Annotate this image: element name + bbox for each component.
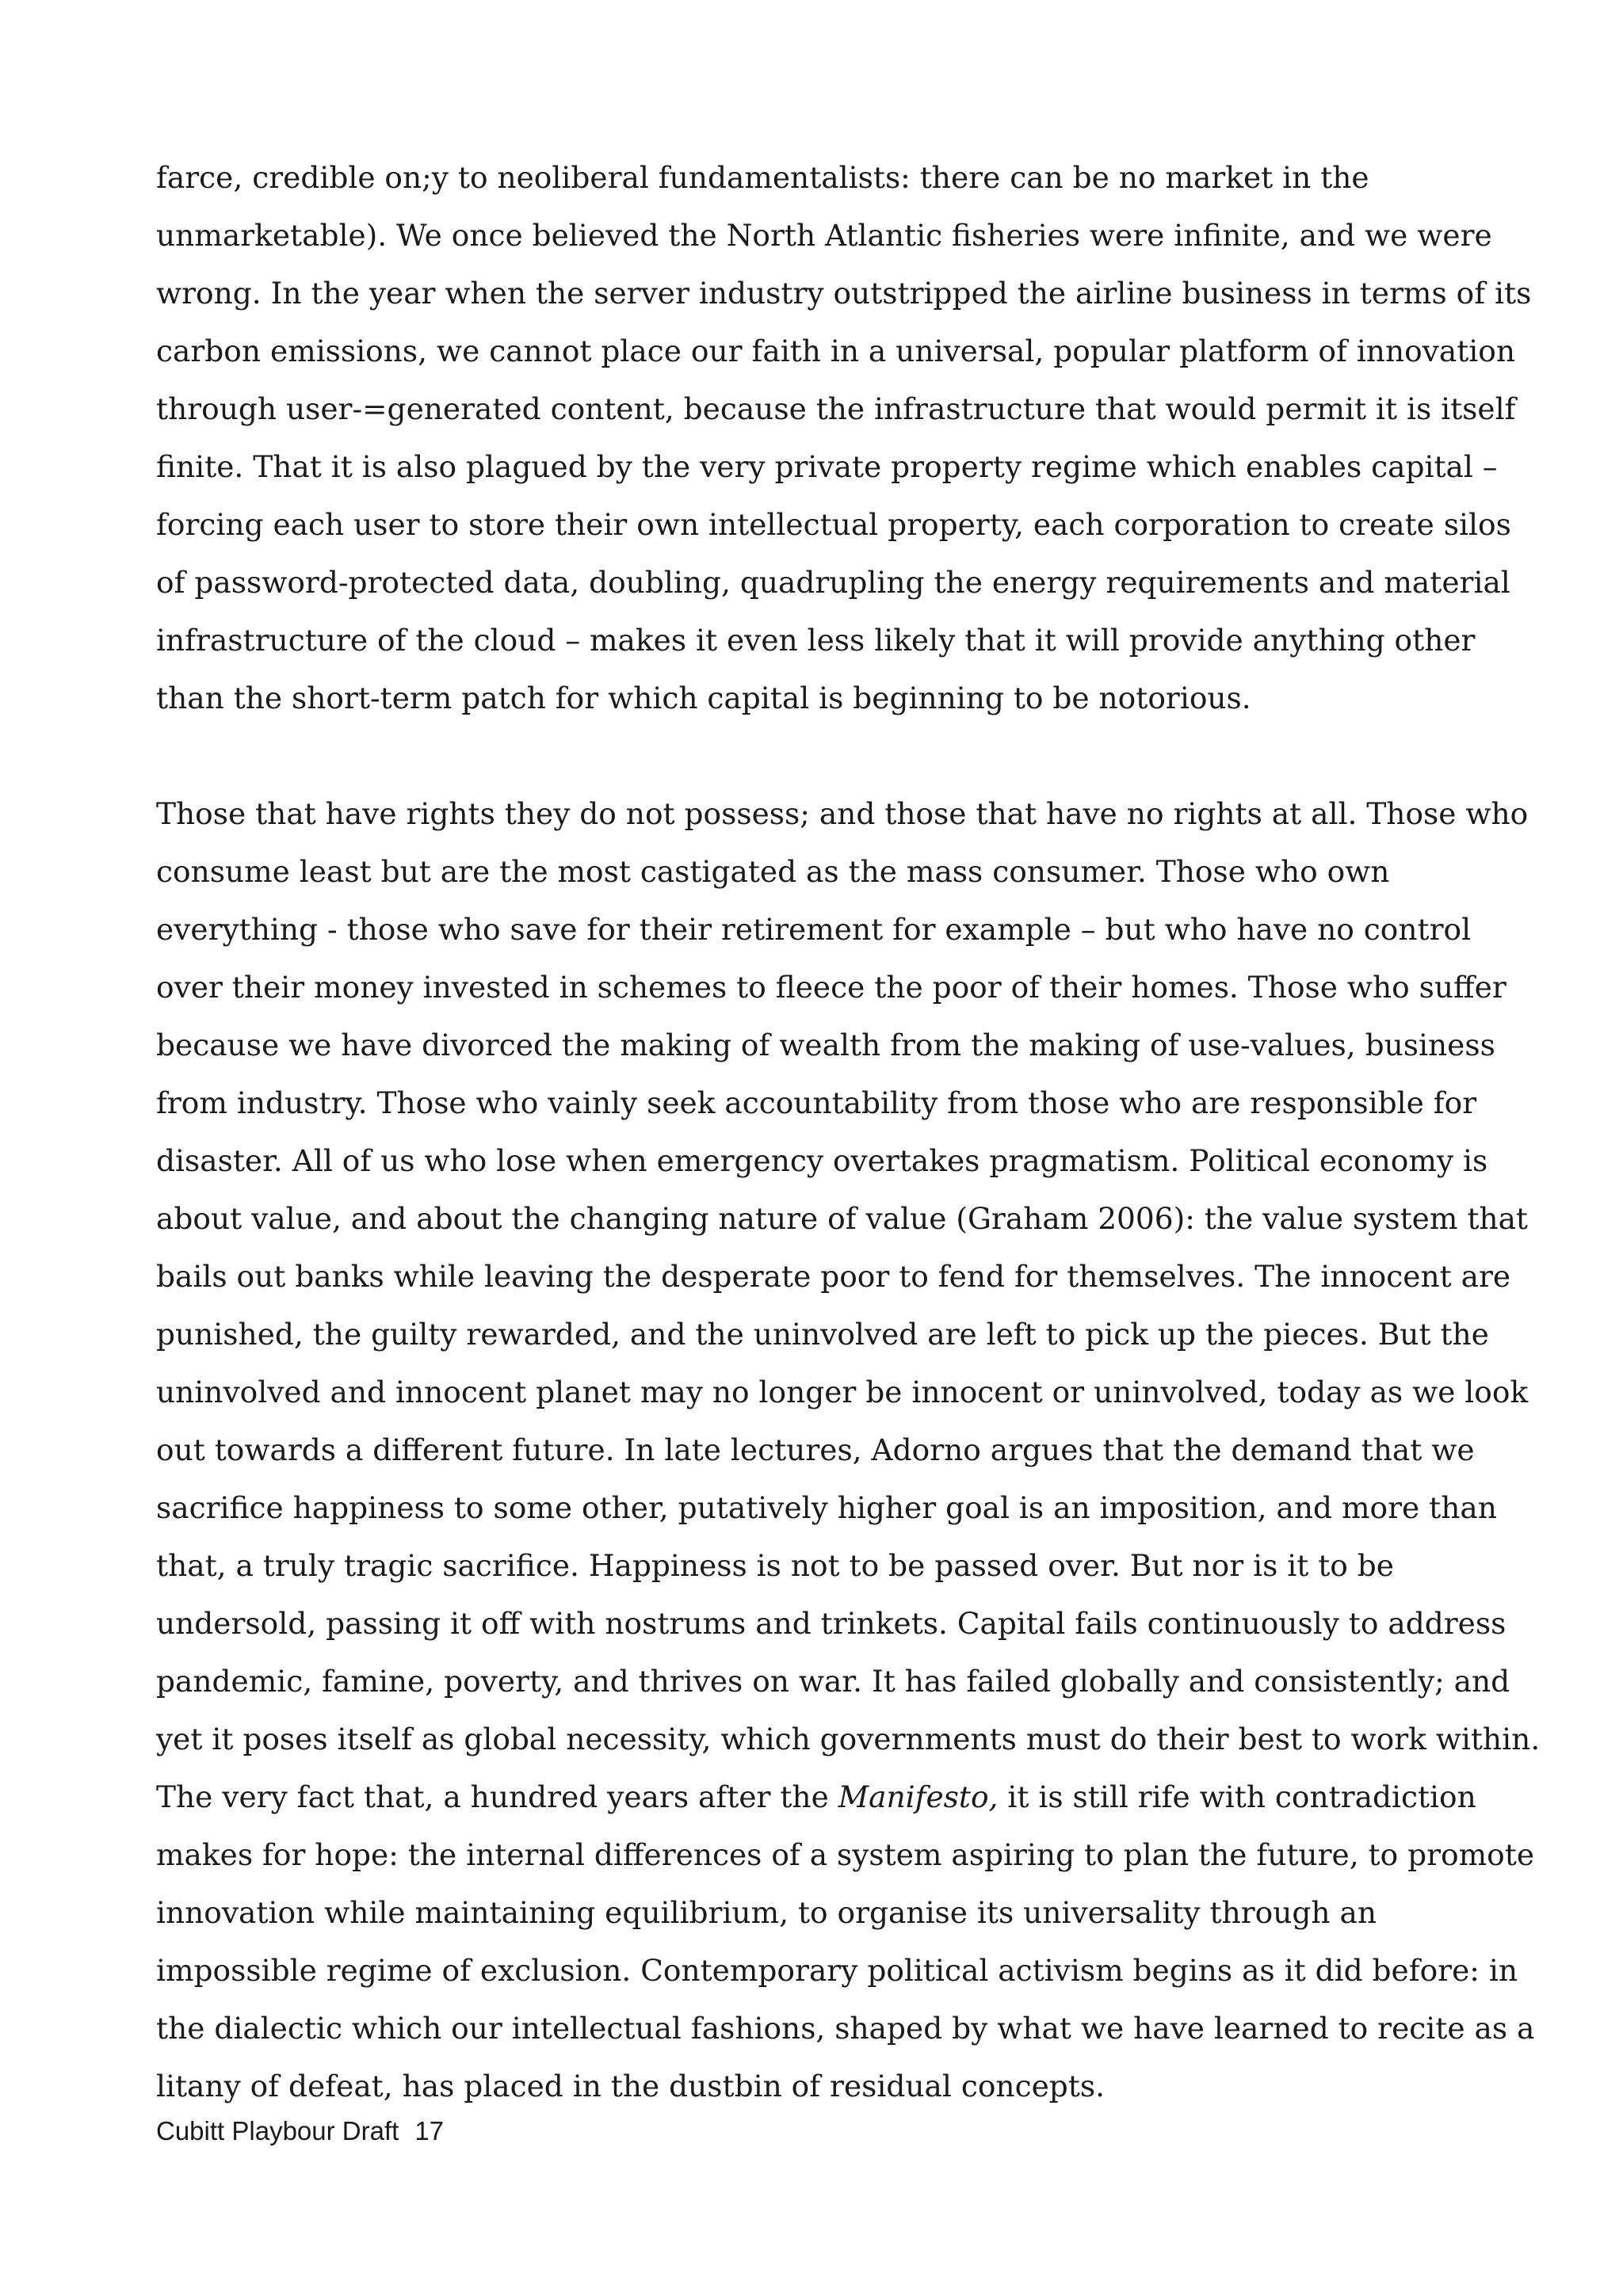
- book-title-italic: Manifesto,: [838, 1779, 999, 1814]
- text-line-with-italic: [156, 1768, 1487, 1826]
- text-line: everything - those who save for their retirement for example – but who have no control: [156, 912, 1472, 947]
- text-line: innovation while maintaining equilibrium, to organise its universality through an: [156, 1895, 1377, 1930]
- paragraph-1: [156, 149, 1532, 727]
- text-line: unmarketable). We once believed the North Atlantic fisheries were infinite, and we were: [156, 218, 1492, 253]
- paragraph-2: [156, 785, 1541, 2115]
- text-line: the dialectic which our intellectual fashions, shaped by what we have learned to recite as a: [156, 2011, 1535, 2046]
- text-line: because we have divorced the making of wealth from the making of use-values, business: [156, 1028, 1495, 1062]
- body-text: [156, 149, 1541, 2115]
- text-line: finite. That it is also plagued by the very private property regime which enables capital –: [156, 449, 1498, 484]
- text-line: farce, credible on;y to neoliberal fundamentalists: there can be no market in the: [156, 160, 1369, 195]
- text-line: carbon emissions, we cannot place our faith in a universal, popular platform of innovation: [156, 334, 1516, 368]
- text-line: impossible regime of exclusion. Contemporary political activism begins as it did before: in: [156, 1953, 1518, 1988]
- text-line: through user-=generated content, because the infrastructure that would permit it is itself: [156, 391, 1516, 426]
- text-line: punished, the guilty rewarded, and the uninvolved are left to pick up the pieces. But the: [156, 1317, 1489, 1352]
- text-line: consume least but are the most castigated as the mass consumer. Those who own: [156, 854, 1390, 889]
- text-line: wrong. In the year when the server industry outstripped the airline business in terms of its: [156, 276, 1532, 311]
- text-line: litany of defeat, has placed in the dustbin of residual concepts.: [156, 2069, 1105, 2103]
- text-line: over their money invested in schemes to fleece the poor of their homes. Those who suffer: [156, 970, 1507, 1005]
- text-segment: The very fact that, a hundred years after the: [156, 1779, 838, 1814]
- text-line: infrastructure of the cloud – makes it even less likely that it will provide anything other: [156, 623, 1476, 658]
- paragraph-spacer: [156, 727, 1487, 785]
- text-line: Those that have rights they do not possess; and those that have no rights at all. Those who: [156, 796, 1529, 831]
- footer-label: Cubitt Playbour Draft: [156, 2116, 399, 2145]
- page-number: 17: [414, 2116, 445, 2145]
- text-line: pandemic, famine, poverty, and thrives on war. It has failed globally and consistently; and: [156, 1664, 1510, 1699]
- text-line: yet it poses itself as global necessity, which governments must do their best to work within.: [156, 1722, 1541, 1756]
- text-line: than the short-term patch for which capital is beginning to be notorious.: [156, 681, 1251, 715]
- text-line: out towards a different future. In late lectures, Adorno argues that the demand that we: [156, 1432, 1475, 1467]
- text-line: about value, and about the changing nature of value (Graham 2006): the value system that: [156, 1201, 1529, 1236]
- text-line: makes for hope: the internal differences of a system aspiring to plan the future, to promote: [156, 1837, 1535, 1872]
- text-line: sacrifice happiness to some other, putatively higher goal is an imposition, and more than: [156, 1490, 1497, 1525]
- text-line: of password-protected data, doubling, quadrupling the energy requirements and material: [156, 565, 1510, 600]
- text-line: from industry. Those who vainly seek accountability from those who are responsible for: [156, 1085, 1477, 1120]
- text-line: uninvolved and innocent planet may no longer be innocent or uninvolved, today as we look: [156, 1375, 1529, 1409]
- page-footer: [156, 2115, 444, 2147]
- text-segment: it is still rife with contradiction: [998, 1779, 1476, 1814]
- text-line: that, a truly tragic sacrifice. Happiness is not to be passed over. But nor is it to be: [156, 1548, 1394, 1583]
- text-line: undersold, passing it off with nostrums and trinkets. Capital fails continuously to address: [156, 1606, 1507, 1641]
- text-line: forcing each user to store their own intellectual property, each corporation to create silos: [156, 507, 1511, 542]
- text-line: bails out banks while leaving the desperate poor to fend for themselves. The innocent are: [156, 1259, 1511, 1294]
- text-line: disaster. All of us who lose when emergency overtakes pragmatism. Political economy is: [156, 1143, 1488, 1178]
